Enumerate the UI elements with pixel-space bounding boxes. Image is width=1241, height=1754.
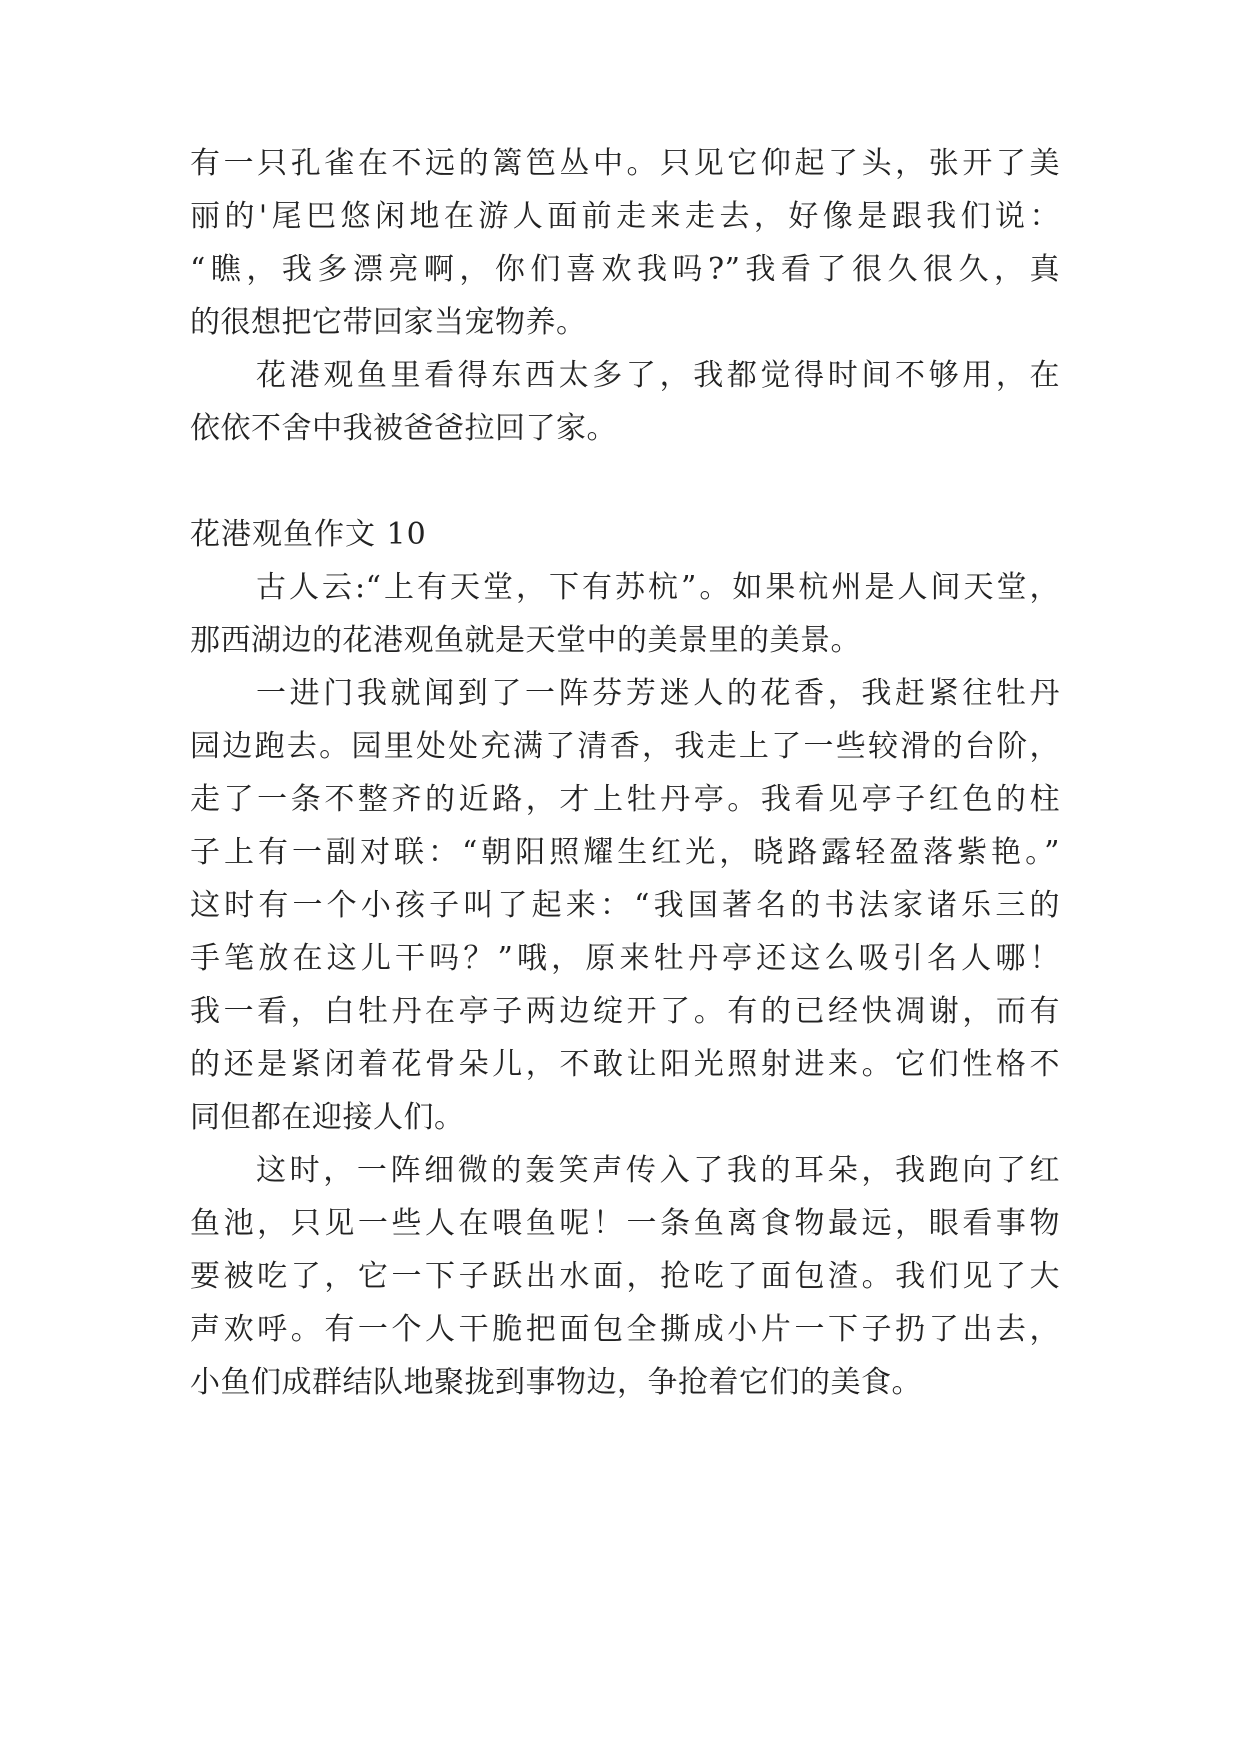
paragraph-line: 同但都在迎接人们。 xyxy=(190,1100,465,1135)
paragraph-line: 声欢呼。有一个人干脆把面包全撕成小片一下子扔了出去， xyxy=(190,1312,1060,1347)
paragraph-line: 这时，一阵细微的轰笑声传入了我的耳朵，我跑向了红 xyxy=(256,1153,1060,1188)
paragraph-line: 的很想把它带回家当宠物养。 xyxy=(190,305,587,340)
paragraph-line: 我一看，白牡丹在亭子两边绽开了。有的已经快凋谢，而有 xyxy=(190,994,1060,1029)
paragraph-line: 的还是紧闭着花骨朵儿，不敢让阳光照射进来。它们性格不 xyxy=(190,1047,1060,1082)
paragraph-line: 那西湖边的花港观鱼就是天堂中的美景里的美景。 xyxy=(190,623,861,658)
paragraph-line: 依依不舍中我被爸爸拉回了家。 xyxy=(190,411,617,446)
paragraph-line: 一进门我就闻到了一阵芬芳迷人的花香，我赶紧往牡丹 xyxy=(256,676,1060,711)
paragraph-line: 园边跑去。园里处处充满了清香，我走上了一些较滑的台阶， xyxy=(190,729,1060,764)
paragraph-line: 子上有一副对联：“朝阳照耀生红光，晓路露轻盈落紫艳。” xyxy=(190,835,1060,870)
paragraph-line: 手笔放在这儿干吗？”哦，原来牡丹亭还这么吸引名人哪！ xyxy=(190,941,1060,976)
paragraph-line: 走了一条不整齐的近路，才上牡丹亭。我看见亭子红色的柱 xyxy=(190,782,1060,817)
paragraph-line: 这时有一个小孩子叫了起来：“我国著名的书法家诸乐三的 xyxy=(190,888,1060,923)
paragraph-line: 有一只孔雀在不远的篱笆丛中。只见它仰起了头，张开了美 xyxy=(190,146,1060,181)
paragraph-line: “瞧，我多漂亮啊，你们喜欢我吗?”我看了很久很久，真 xyxy=(190,252,1060,287)
paragraph-line: 要被吃了，它一下子跃出水面，抢吃了面包渣。我们见了大 xyxy=(190,1259,1060,1294)
paragraph-line: 鱼池，只见一些人在喂鱼呢！一条鱼离食物最远，眼看事物 xyxy=(190,1206,1060,1241)
paragraph-line: 花港观鱼里看得东西太多了，我都觉得时间不够用，在 xyxy=(256,358,1060,393)
section-title: 花港观鱼作文 10 xyxy=(190,517,427,552)
paragraph-line: 小鱼们成群结队地聚拢到事物边，争抢着它们的美食。 xyxy=(190,1365,922,1400)
paragraph-line: 丽的'尾巴悠闲地在游人面前走来走去，好像是跟我们说： xyxy=(190,199,1060,234)
paragraph-line: 古人云:“上有天堂，下有苏杭”。如果杭州是人间天堂， xyxy=(256,570,1060,605)
